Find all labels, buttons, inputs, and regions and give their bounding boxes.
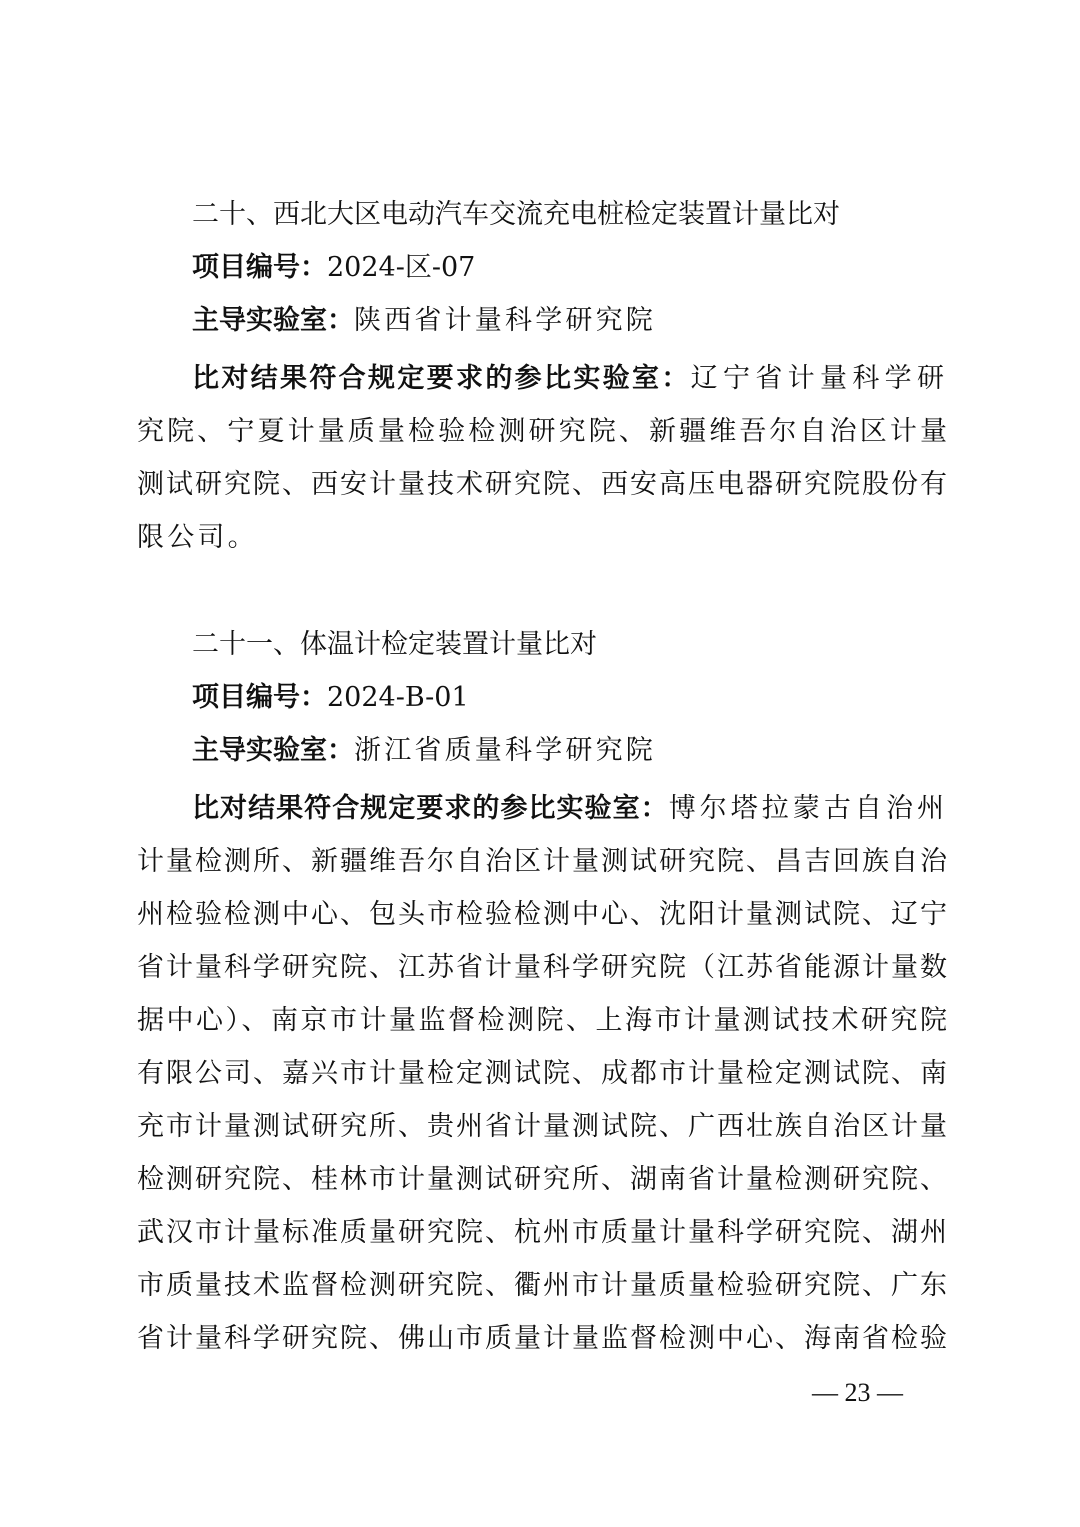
section-20-project-number: [137, 251, 947, 285]
project-number-label: 项目编号：: [192, 682, 327, 713]
section-21-results-line: 充市计量测试研究所、贵州省计量测试院、广西壮族自治区计量: [137, 1111, 947, 1142]
section-21-results-line: 据中心）、南京市计量监督检测院、上海市计量测试技术研究院: [137, 1005, 947, 1036]
lead-lab-label: 主导实验室：: [192, 305, 354, 336]
section-21-project-number: [137, 681, 947, 715]
section-20-lead-lab: [137, 304, 947, 338]
section-21-lead-lab: [137, 734, 947, 768]
project-number-value: 2024-区-07: [327, 252, 476, 283]
section-21-results-line: 计量检测所、新疆维吾尔自治区计量测试研究院、昌吉回族自治: [137, 846, 947, 877]
section-21-results-line: 州检验检测中心、包头市检验检测中心、沈阳计量测试院、辽宁: [137, 899, 947, 930]
results-label: 比对结果符合规定要求的参比实验室：: [192, 793, 669, 824]
section-20-results-line: 究院、宁夏计量质量检验检测研究院、新疆维吾尔自治区计量: [137, 416, 947, 447]
results-text: 博尔塔拉蒙古自治州: [668, 793, 948, 824]
lead-lab-label: 主导实验室：: [192, 735, 354, 766]
project-number-value: 2024-B-01: [327, 682, 469, 713]
section-20-results-line: 测试研究院、西安计量技术研究院、西安高压电器研究院股份有: [137, 469, 947, 500]
section-20-results-line-1: [137, 362, 947, 396]
section-21-results-line: 有限公司、嘉兴市计量检定测试院、成都市计量检定测试院、南: [137, 1058, 947, 1089]
section-20-results-line: 限公司。: [137, 522, 258, 553]
results-text: 辽宁省计量科学研: [690, 363, 948, 394]
lead-lab-value: 浙江省质量科学研究院: [354, 735, 656, 766]
results-label: 比对结果符合规定要求的参比实验室：: [192, 363, 691, 394]
section-21-results-line: 武汉市计量标准质量研究院、杭州市质量计量科学研究院、湖州: [137, 1217, 947, 1248]
section-21-results-line: 省计量科学研究院、江苏省计量科学研究院（江苏省能源计量数: [137, 952, 947, 983]
section-21-results-line: 省计量科学研究院、佛山市质量计量监督检测中心、海南省检验: [137, 1323, 947, 1354]
section-21-results-line: 市质量技术监督检测研究院、衢州市计量质量检验研究院、广东: [137, 1270, 947, 1301]
page-number: — 23 —: [812, 1378, 903, 1407]
section-21-title: 二十一、体温计检定装置计量比对: [192, 629, 597, 660]
lead-lab-value: 陕西省计量科学研究院: [354, 305, 656, 336]
project-number-label: 项目编号：: [192, 252, 327, 283]
section-21-results-line: 检测研究院、桂林市计量测试研究所、湖南省计量检测研究院、: [137, 1164, 947, 1195]
section-20-title: 二十、西北大区电动汽车交流充电桩检定装置计量比对: [192, 199, 840, 230]
section-21-results-line-1: [137, 792, 947, 826]
